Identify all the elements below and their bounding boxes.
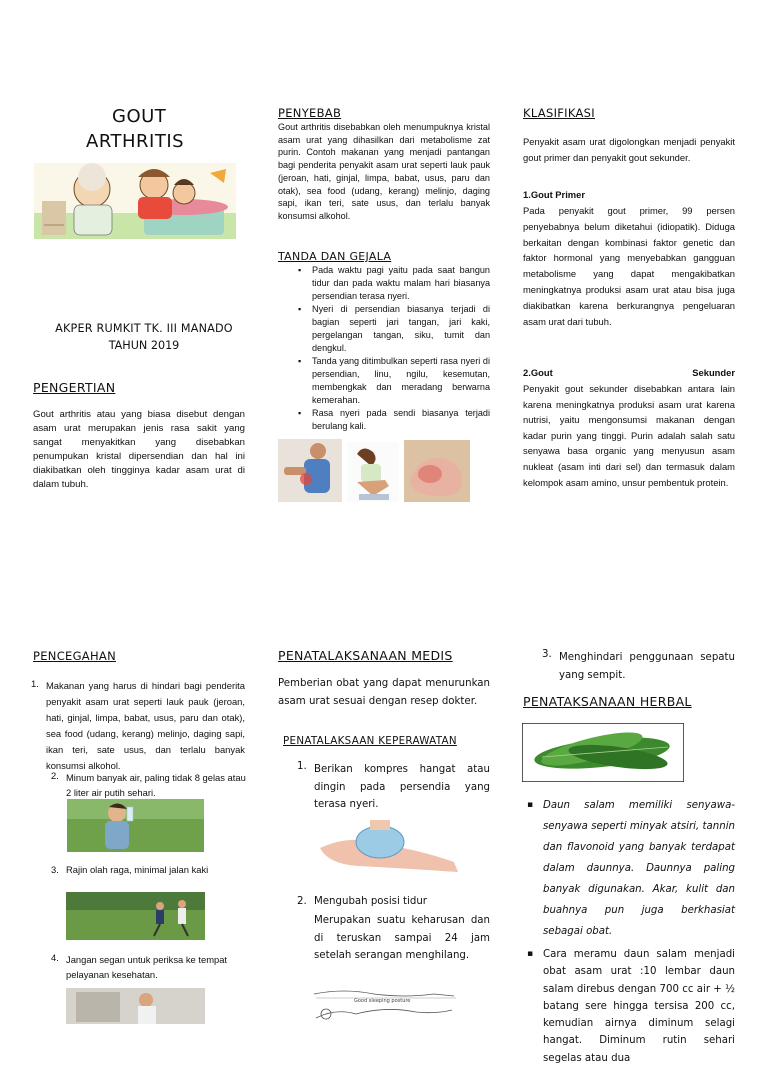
sleeping-posture-sketch (310, 982, 460, 1024)
list-item: ▪ Tanda yang ditimbulkan seperti rasa nyeri di persendian, linu, ngilu, kesemutan, membengkak dan meradang berwarna kemerahan. (286, 355, 490, 407)
bay-leaf-photo (522, 723, 684, 782)
penyebab-text: Gout arthritis disebabkan oleh menumpuknya kristal asam urat yang dihasilkan dari metabolisme zat purin. Contoh makanan yang menjadi pantangan bagi penderita penyakit asam urat seperti lauk pauk (jeroan, hati, ginjal, limpa, babat, usus, paru dan otak), sea food (udang, kerang) melinjo, daging sapi, ikan teri, sate usus, dan terlalu banyak konsumsi alkohol. (278, 122, 490, 221)
penatalaksanaan-keperawatan-heading: PENATALAKSAAN KEPERAWATAN (283, 735, 457, 747)
penyebab-heading: PENYEBAB (278, 106, 342, 120)
institution-name: AKPER RUMKIT TK. III MANADO (55, 322, 233, 335)
gout-primer-text: Pada penyakit gout primer, 99 persen penyebabnya belum diketahui (idiopatik). Diduga berkaitan dengan kombinasi faktor genetic dan faktor hormonal yang menyebabkan gangguan metabolisme yang dapat mengakibatkan meningkatnya produksi asam urat atau bisa juga diakibatkan karena berkurangnya pengeluaran asam urat dari tubuh. (523, 205, 735, 327)
knee-pain-photo (347, 442, 399, 502)
swollen-foot-photo (404, 440, 470, 502)
pencegahan-item-1-num: 1. (31, 678, 39, 689)
gout-sekunder-title-right: Sekunder (692, 367, 735, 378)
pencegahan-item-4-text: Jangan segan untuk periksa ke tempat pelayanan kesehatan. (66, 954, 228, 980)
keperawatan-item-3-text: Menghindari penggunaan sepatu yang sempit. (559, 652, 735, 681)
drinking-water-photo (67, 799, 204, 852)
penatalaksanaan-herbal-heading: PENATAKSANAAN HERBAL (523, 694, 692, 709)
title-gout: GOUT (112, 106, 167, 127)
list-item: ▪ Rasa nyeri pada sendi biasanya terjadi berulang kali. (286, 407, 490, 433)
pengertian-heading: PENGERTIAN (33, 380, 116, 395)
health-checkup-photo (66, 988, 205, 1024)
gout-cartoon-illustration (34, 163, 236, 239)
keperawatan-item-2-num: 2. (297, 896, 307, 907)
klasifikasi-heading: KLASIFIKASI (523, 106, 595, 120)
pengertian-text: Gout arthritis atau yang biasa disebut dengan asam urat merupakan jenis rasa sakit yang sangat menyakitkan yang disebabkan penumpukan kristal dipersendian dan hal ini diakibatkan oleh tingginya kadar asam urat di dalam tubuh. (33, 409, 245, 490)
penatalaksanaan-medis-text: Pemberian obat yang dapat menurunkan asam urat sesuai dengan resep dokter. (278, 678, 490, 707)
gout-sekunder-title (523, 367, 735, 378)
pencegahan-item-1-text: Makanan yang harus di hindari bagi penderita penyakit asam urat seperti lauk pauk (jeroan, hati, ginjal, limpa, babat, usus, paru dan otak), sea food (udang, kerang) melinjo, daging sapi, ikan teri, sate usus, dan terlalu banyak konsumsi alkohol. (46, 680, 245, 771)
back-pain-photo (278, 439, 342, 502)
tanda-gejala-heading: TANDA DAN GEJALA (278, 250, 392, 263)
pencegahan-item-4-num: 4. (51, 952, 59, 963)
pencegahan-item-3-num: 3. (51, 864, 59, 875)
tanda-gejala-list (286, 264, 490, 433)
keperawatan-item-1-num: 1. (297, 761, 307, 772)
pencegahan-item-3-text: Rajin olah raga, minimal jalan kaki (66, 864, 209, 875)
keperawatan-item-2-text: Merupakan suatu keharusan dan di teruskan sampai 24 jam setelah serangan menghilang. (314, 915, 490, 961)
list-item: ▪ Nyeri di persendian biasanya terjadi di bagian seperti jari tangan, jari kaki, pergelangan tangan, siku, tumit dan dengkul. (286, 303, 490, 355)
pencegahan-heading: PENCEGAHAN (33, 649, 116, 663)
gout-sekunder-title-left: 2.Gout (523, 367, 553, 378)
keperawatan-item-1-text: Berikan kompres hangat atau dingin pada persendia yang terasa nyeri. (314, 764, 490, 810)
pencegahan-item-2-text: Minum banyak air, paling tidak 8 gelas atau 2 liter air putih sehari. (66, 772, 246, 798)
jogging-photo (66, 892, 205, 940)
klasifikasi-intro: Penyakit asam urat digolongkan menjadi penyakit gout primer dan penyakit gout sekunder. (523, 136, 735, 163)
title-arthritis: ARTHRITIS (86, 131, 185, 152)
herbal-list (525, 795, 735, 1067)
gout-sekunder-text: Penyakit gout sekunder disebabkan antara lain karena meningkatnya produksi asam urat karena nutrisi, yaitu mengonsumsi makanan dengan kadar purin yang tinggi. Purin adalah salah satu senyawa basa organic yang menyusun asam nukleat (asam inti dari sel) dan termasuk dalam kelompok asam amino, unsur pembentuk protein. (523, 383, 735, 488)
keperawatan-item-2-title: Mengubah posisi tidur (314, 896, 427, 907)
publication-year: TAHUN 2019 (108, 339, 180, 352)
list-item: ▪ Cara meramu daun salam menjadi obat asam urat :10 lembar daun salam direbus dengan 700 cc air + ½ batang sere hingga tersisa 200 cc, kemudian airnya diminum selagi hangat. Diminum rutin sehari segelas atau dua (525, 946, 735, 1067)
pencegahan-item-2-num: 2. (51, 770, 59, 781)
list-item: ▪ Daun salam memiliki senyawa-senyawa seperti minyak atsiri, tannin dan flavonoid yang banyak terdapat dalam daunnya. Daunnya paling banyak digunakan. Akar, kulit dan buahnya pun juga berkhasiat sebagai obat. (525, 795, 735, 942)
penatalaksanaan-medis-heading: PENATALAKSANAAN MEDIS (278, 648, 453, 663)
sketch-caption: Good sleeping posture (354, 998, 411, 1004)
keperawatan-item-3-num: 3. (542, 649, 552, 660)
gout-primer-title: 1.Gout Primer (523, 189, 585, 200)
compress-photo (310, 814, 470, 878)
list-item: ▪ Pada waktu pagi yaitu pada saat bangun tidur dan pada waktu malam hari biasanya persendian terasa nyeri. (286, 264, 490, 303)
